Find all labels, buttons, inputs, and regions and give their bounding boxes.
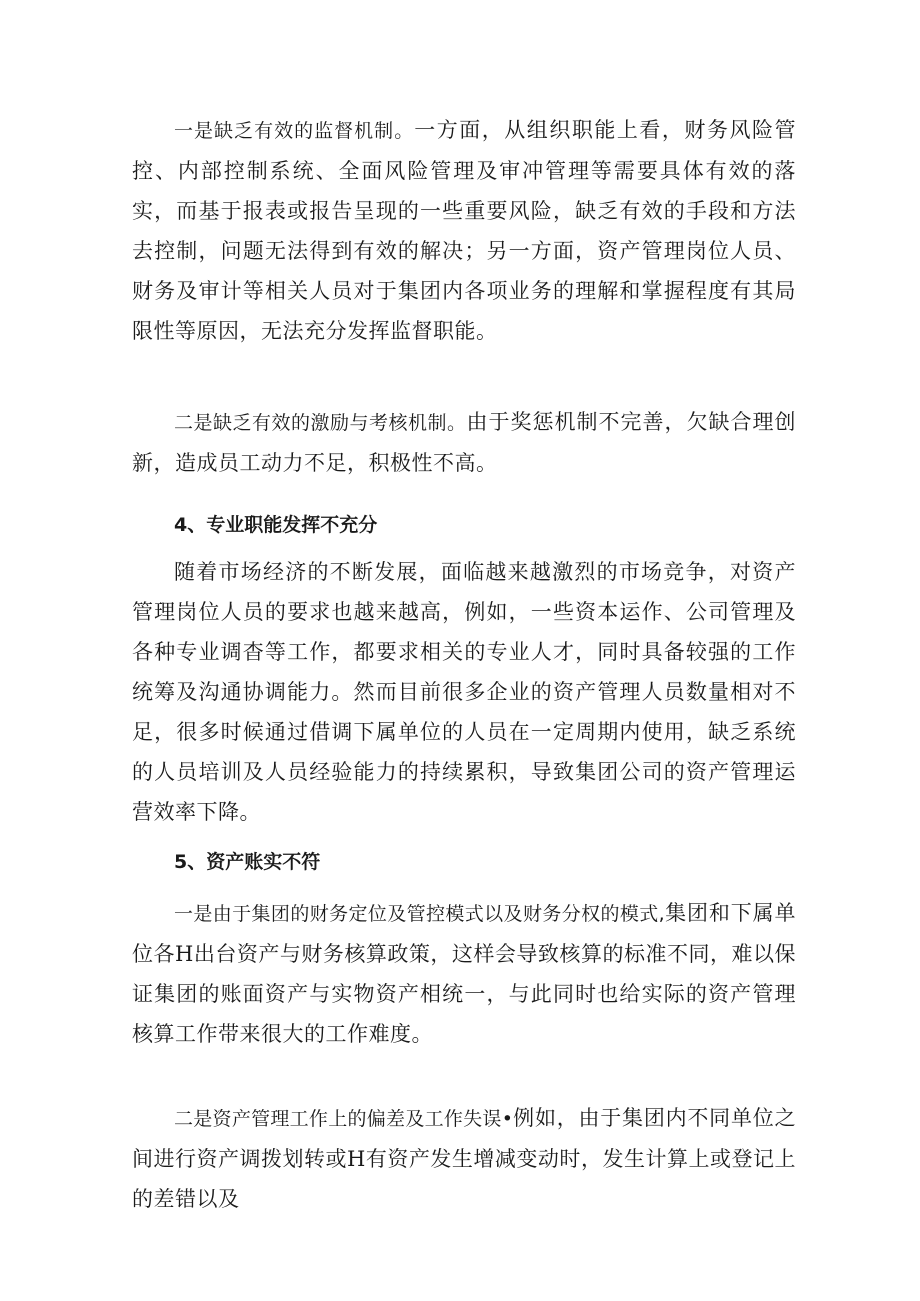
paragraph-accounting-policy: [132, 893, 796, 1054]
paragraph-lead: 二是缺乏有效的激励与考核机制。: [174, 412, 467, 434]
paragraph-lead: 一是由于集团的财务定位及管控模式以及财务分权的模式,: [174, 903, 665, 925]
paragraph-lead: 二是资产管理工作上的偏差及工作失误•: [174, 1108, 513, 1130]
paragraph-work-errors: [132, 1098, 796, 1219]
paragraph-body: 集团和下属单位各H出台资产与财务核算政策，这样会导致核算的标准不同，难以保证集团的账面资产与实物资产相统一，与此同时也给实际的资产管理核算工作带来很大的工作难度。: [132, 901, 797, 1046]
paragraph-supervision: [132, 110, 796, 351]
section-heading-5: 5、资产账实不符: [174, 851, 321, 873]
paragraph-body: 例如，由于集团内不同单位之间进行资产调拨划转或H有资产发生增减变动时，发生计算上或登记上的差错以及: [132, 1106, 796, 1211]
paragraph-body: 一方面，从组织职能上看，财务风险管控、内部控制系统、全面风险管理及审冲管理等需要具体有效的落实，而基于报表或报告呈现的一些重要风险，缺乏有效的手段和方法去控制，问题无法得到有效的解决；另一方面，资产管理岗位人员、财务及审计等相关人员对于集团内各项业务的理解和掌握程度有其局限性等原因，无法充分发挥监督职能。: [132, 118, 796, 343]
paragraph-professional: [132, 552, 796, 832]
paragraph-lead: 一是缺乏有效的监督机制。: [174, 120, 415, 142]
section-heading-4: 4、专业职能发挥不充分: [174, 514, 378, 536]
paragraph-body: 随着市场经济的不断发展，面临越来越激烈的市场竞争，对资产管理岗位人员的要求也越来越高，例如，一些资本运作、公司管理及各种专业调杳等工作，都要求相关的专业人才，同时具备较强的工作统筹及沟通协调能力。然而目前很多企业的资产管理人员数量相对不足，很多时候通过借调下属单位的人员在一定周期内使用，缺乏系统的人员培训及人员经验能力的持续累积，导致集团公司的资产管理运营效率下降。: [132, 560, 796, 824]
paragraph-body: 由于奖惩机制不完善，欠缺合理创新，造成员工动力不足，积极性不高。: [132, 410, 796, 475]
paragraph-incentive: [132, 402, 796, 483]
